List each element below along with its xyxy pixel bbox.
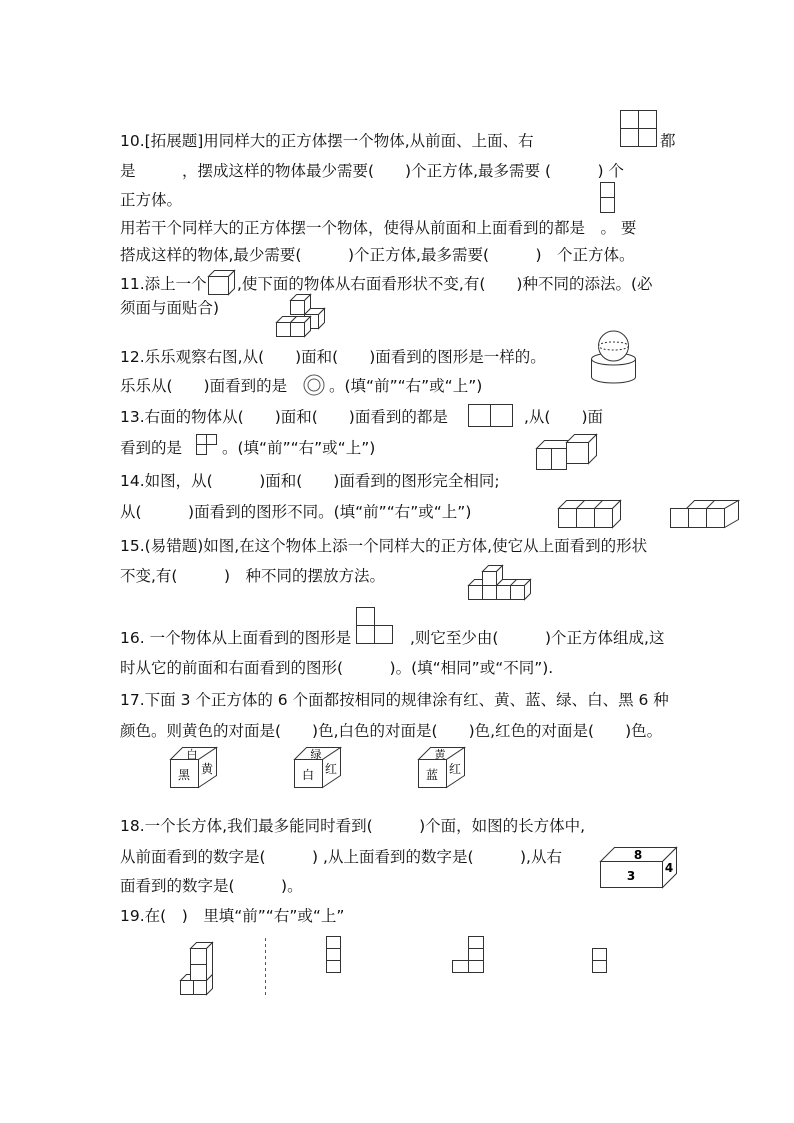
q10-column-figure	[600, 182, 616, 216]
q11-line1a: 11.添上一个	[120, 275, 207, 293]
q13-line1b: ,从( )面	[524, 408, 604, 426]
q19-view-2	[452, 936, 486, 976]
q11-line2: 须面与面贴合)	[120, 299, 220, 317]
q18-line2: 从前面看到的数字是( ) ,从上面看到的数字是( ),从右	[120, 848, 562, 866]
q16-line1b: ,则它至少由( )个正方体组成,这	[410, 629, 665, 647]
q12-sphere-cylinder	[590, 327, 638, 385]
q18-line1: 18.一个长方体,我们最多能同时看到( )个面，如图的长方体中,	[120, 817, 586, 835]
q19-dashed-divider	[264, 938, 268, 1000]
q17-cube1-right: 黄	[200, 762, 214, 776]
q17-cube2-front: 白	[301, 768, 315, 782]
q17-cube-1	[170, 747, 220, 789]
q14-line1: 14.如图，从( )面和( )面看到的图形完全相同;	[120, 472, 500, 490]
q13-cube-object	[536, 434, 604, 474]
q19-line1: 19.在( ) 里填“前”“右”或“上”	[120, 907, 345, 925]
q13-line2a: 看到的是	[120, 439, 183, 457]
q18-front-number: 3	[626, 869, 636, 883]
q17-line2: 颜色。则黄色的对面是( )色,白色的对面是( )色,红色的对面是( )色。	[120, 722, 663, 740]
q17-cube-2	[294, 747, 344, 789]
q17-cube2-top: 绿	[310, 748, 322, 761]
q15-cube-object	[468, 565, 534, 603]
q13-line2b: 。(填“前”“右”或“上”)	[222, 439, 376, 457]
q17-line1: 17.下面 3 个正方体的 6 个面都按相同的规律涂有红、黄、蓝、绿、白、黑 6 种	[120, 691, 669, 709]
q10-line2: 是 ，摆成这样的物体最少需要( )个正方体,最多需要 ( ) 个	[120, 162, 624, 180]
q14-figure-right	[670, 500, 742, 530]
q14-figure-left	[558, 500, 624, 530]
q16-line1a: 16. 一个物体从上面看到的图形是	[120, 629, 352, 647]
q13-line1a: 13.右面的物体从( )面和( )面看到的都是	[120, 408, 448, 426]
q17-cube3-top: 黄	[434, 748, 446, 761]
q11-small-cube	[208, 270, 238, 296]
q12-concentric-circles	[303, 374, 327, 398]
q17-cube1-top: 白	[186, 748, 198, 761]
q12-line2a: 乐乐从( )面看到的是	[120, 377, 288, 395]
q15-line2: 不变,有( ) 种不同的摆放方法。	[120, 567, 386, 585]
q17-cube3-front: 蓝	[425, 768, 439, 782]
q13-l-shape	[196, 434, 220, 458]
q19-cube-object	[180, 942, 220, 998]
q11-line1b: ,使下面的物体从右面看形状不变,有( )种不同的添法。(必	[237, 275, 653, 293]
q16-top-view	[356, 607, 396, 647]
q16-line2: 时从它的前面和右面看到的图形( )。(填“相同”或“不同”).	[120, 659, 554, 677]
q17-cube2-right: 红	[324, 762, 338, 776]
q10-line3: 正方体。	[120, 191, 183, 209]
q15-line1: 15.(易错题)如图,在这个物体上添一个同样大的正方体,使它从上面看到的形状	[120, 537, 648, 555]
q18-right-number: 4	[664, 861, 674, 875]
q19-view-1	[326, 936, 344, 976]
q13-two-squares	[468, 404, 516, 430]
q10-line4: 用若干个同样大的正方体摆一个物体，使得从前面和上面看到的都是 。 要	[120, 219, 637, 237]
q11-cube-stack	[270, 292, 334, 344]
q19-view-3	[592, 948, 610, 976]
q10-line1: 10.[拓展题]用同样大的正方体摆一个物体,从前面、上面、右	[120, 132, 534, 150]
q10-grid-figure	[620, 110, 660, 150]
q17-cube3-right: 红	[448, 762, 462, 776]
q17-cube-3	[418, 747, 468, 789]
q18-cuboid	[600, 845, 680, 891]
q18-top-number: 8	[633, 848, 643, 862]
q10-line5: 搭成这样的物体,最少需要( )个正方体,最多需要( ) 个正方体。	[120, 246, 635, 264]
q18-line3: 面看到的数字是( )。	[120, 877, 303, 895]
q14-line2: 从( )面看到的图形不同。(填“前”“右”或“上”)	[120, 503, 472, 521]
q17-cube1-front: 黑	[177, 768, 191, 782]
q10-line1-end: 都	[660, 132, 676, 150]
q12-line2b: 。(填“前”“右”或“上”)	[329, 377, 483, 395]
q12-line1: 12.乐乐观察右图,从( )面和( )面看到的图形是一样的。	[120, 348, 546, 366]
